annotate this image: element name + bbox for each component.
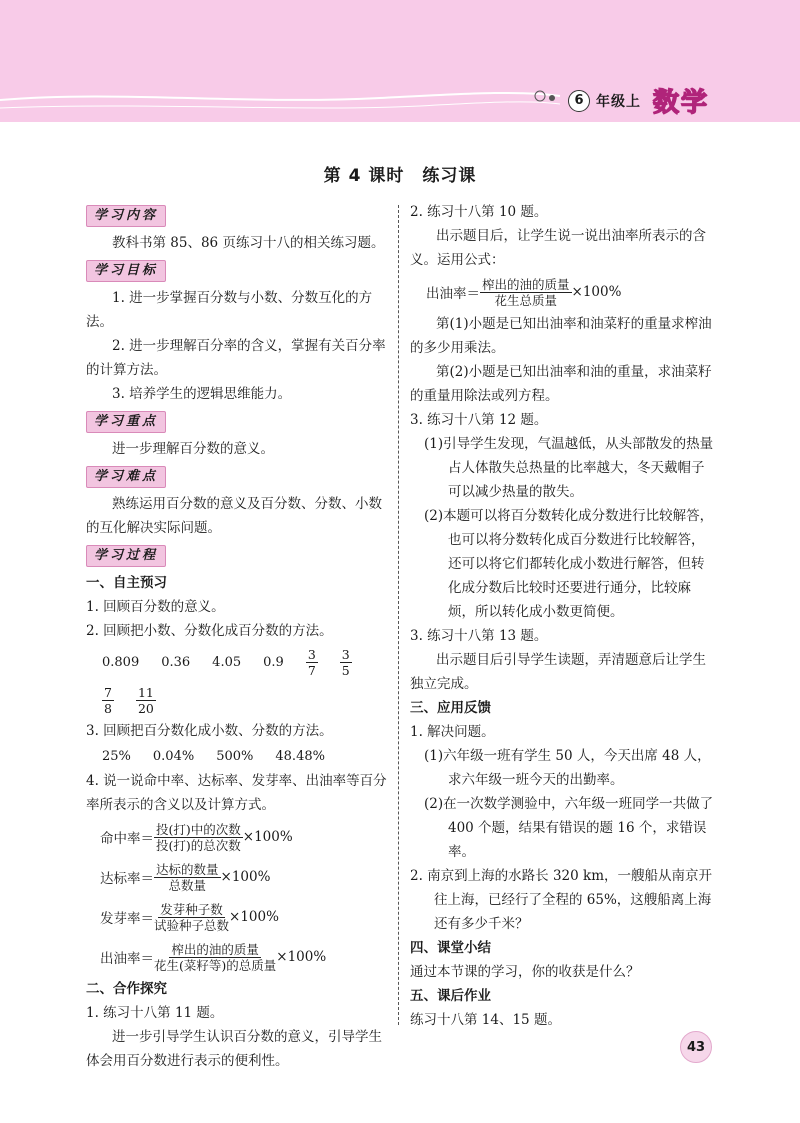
percent-value: 25% [102,748,131,764]
content-text: 教科书第 85、86 页练习十八的相关练习题。 [112,235,385,251]
subject-logo: 数学 [653,88,710,118]
right-column [410,200,715,1032]
fraction [102,685,114,716]
fraction [154,822,243,853]
tag-content: 学习内容 [86,205,166,227]
item-text: 3. 练习十八第 12 题。 [410,412,548,428]
percent-value: 48.48% [275,748,325,764]
fraction-denominator: 7 [307,662,316,678]
item-text: 1. 回顾百分数的意义。 [86,599,225,615]
number-value: 4.05 [212,654,242,670]
goal-item: 2. 进一步理解百分率的含义，掌握有关百分率的计算方法。 [86,338,386,378]
item-text: 第(2)小题是已知出油率和油的重量，求油菜籽的重量用除法或列方程。 [410,364,712,404]
percent-row [102,743,391,769]
formula-hit-rate [100,817,391,857]
formula-germination-rate [100,897,391,937]
tag-goals: 学习目标 [86,260,166,282]
fraction-numerator: 发芽种子数 [160,901,223,917]
goal-item: 3. 培养学生的逻辑思维能力。 [112,386,292,402]
tag-difficult: 学习难点 [86,466,166,488]
section-heading: 一、自主预习 [86,575,167,591]
item-text: 进一步引导学生认识百分数的意义，引导学生体会用百分数进行表示的便利性。 [86,1029,382,1069]
fraction-denominator: 总数量 [168,877,207,893]
percent-value: 500% [216,748,254,764]
fraction-denominator: 花生(菜籽等)的总质量 [154,957,277,973]
fraction [154,902,229,933]
fraction-numerator: 11 [137,684,154,700]
formula-tail: ×100% [220,869,271,885]
fraction-denominator: 花生总质量 [494,292,558,308]
number-value: 0.9 [263,654,284,670]
fraction-denominator: 8 [104,700,112,716]
sub-item-text: (1)六年级一班有学生 50 人，今天出席 48 人，求六年级一班今天的出勤率。 [424,748,711,788]
fraction-numerator: 7 [104,684,112,700]
fraction-denominator: 5 [341,662,350,678]
homework-text: 练习十八第 14、15 题。 [410,1012,561,1028]
section-heading: 四、课堂小结 [410,940,491,956]
column-divider [398,205,399,1025]
fraction [154,942,276,973]
tag-key: 学习重点 [86,411,166,433]
grade-number: 6 [568,90,590,112]
left-column [86,200,391,1073]
fraction-denominator: 投(打)的总次数 [156,837,241,853]
formula-oil-rate [426,272,715,312]
item-text: 第(1)小题是已知出油率和油菜籽的重量求榨油的多少用乘法。 [410,316,712,356]
fraction [480,277,572,308]
grade-label [568,82,709,119]
item-text: 出示题目后，让学生说一说出油率所表示的含义。运用公式： [410,228,706,268]
fraction [306,647,318,678]
item-text: 1. 解决问题。 [410,724,495,740]
formula-tail: ×100% [242,829,293,845]
goal-item: 1. 进一步掌握百分数与小数、分数互化的方法。 [86,290,373,330]
page-title: 第 4 课时 练习课 [323,166,477,186]
fraction-numerator: 榨出的油的质量 [171,941,259,957]
fraction-numerator: 榨出的油的质量 [482,276,570,292]
key-text: 进一步理解百分数的意义。 [112,441,274,457]
formula-oil-rate [100,937,391,977]
grade-text: 年级上 [596,93,641,110]
item-text: 2. 练习十八第 10 题。 [410,204,548,220]
item-text: 3. 回顾把百分数化成小数、分数的方法。 [86,723,333,739]
header-banner [0,0,800,122]
page-number: 43 [680,1031,712,1063]
fraction-denominator: 试验种子总数 [154,917,230,933]
item-text: 4. 说一说命中率、达标率、发芽率、出油率等百分率所表示的含义以及计算方式。 [86,773,387,813]
formula-pass-rate [100,857,391,897]
number-value: 0.36 [161,654,191,670]
number-value: 0.809 [102,654,140,670]
fraction-denominator: 20 [137,700,154,716]
formula-name: 出油率＝ [100,951,154,967]
sub-item-text: (2)本题可以将百分数转化成分数进行比较解答，也可以将分数转化成百分数进行比较解答，还可以将它们都转化成小数进行解答，但转化成分数后比较时还要进行通分，比较麻烦，所以转化成小数更简便。 [424,508,714,620]
section-heading: 五、课后作业 [410,988,491,1004]
number-row [102,681,391,719]
item-text: 2. 南京到上海的水路长 320 km，一艘船从南京开往上海，已经行了全程的 65%，这艘船离上海还有多少千米？ [410,868,713,932]
fraction-numerator: 3 [307,646,316,662]
fraction [136,685,156,716]
summary-text: 通过本节课的学习，你的收获是什么？ [410,964,640,980]
formula-name: 发芽率＝ [100,911,154,927]
fraction-numerator: 投(打)中的次数 [156,821,241,837]
item-text: 3. 练习十八第 13 题。 [410,628,548,644]
sub-item-text: (2)在一次数学测验中，六年级一班同学一共做了 400 个题，结果有错误的题 16 个，求错误率。 [424,796,714,860]
fraction-numerator: 3 [341,646,350,662]
formula-tail: ×100% [229,909,279,925]
item-text: 1. 练习十八第 11 题。 [86,1005,224,1021]
sub-item-text: (1)引导学生发现，气温越低，从头部散发的热量占人体散失总热量的比率越大，冬天戴帽子可以减少热量的散失。 [424,436,714,500]
formula-tail: ×100% [571,284,622,300]
formula-name: 命中率＝ [100,831,154,847]
section-heading: 二、合作探究 [86,981,167,997]
number-row [102,643,391,681]
difficult-text: 熟练运用百分数的意义及百分数、分数、小数的互化解决实际问题。 [86,496,382,536]
formula-name: 达标率＝ [100,871,154,887]
fraction [340,647,352,678]
item-text: 2. 回顾把小数、分数化成百分数的方法。 [86,623,333,639]
tag-process: 学习过程 [86,545,166,567]
percent-value: 0.04% [152,748,195,764]
section-heading: 三、应用反馈 [410,700,491,716]
item-text: 出示题目后引导学生读题，弄清题意后让学生独立完成。 [410,652,706,692]
formula-name: 出油率＝ [426,286,480,302]
fraction [154,862,221,893]
fraction-numerator: 达标的数量 [156,861,219,877]
formula-tail: ×100% [276,949,327,965]
